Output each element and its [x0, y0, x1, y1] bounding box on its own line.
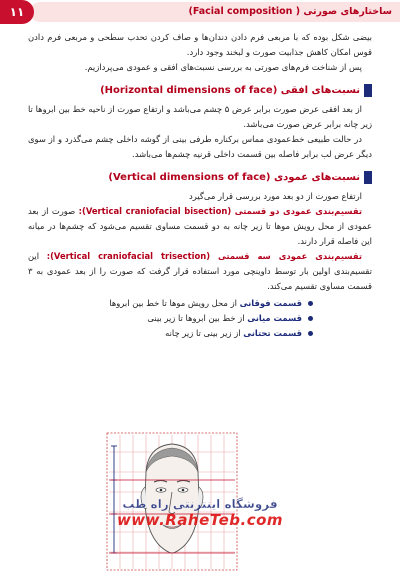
page-header	[0, 0, 400, 24]
store-watermark	[70, 497, 330, 529]
header-bar	[30, 2, 400, 22]
trisection-list	[28, 296, 372, 341]
vertical-paragraph-2	[28, 204, 372, 249]
intro-paragraph-1: بیضی شکل بوده که با مربعی فرم دادن دندان‌ها و صاف کردن تحدب سطحی و مربعی فرم دادن قوس امکان کاهش جذابیت صورت و لبخند وجود دارد.	[28, 32, 372, 57]
bullet-icon	[308, 331, 313, 336]
watermark-persian: فروشگاه اینترنتی راه طب	[122, 497, 278, 511]
bisection-term: تقسیم‌بندی عمودی دو قسمتی (Vertical craniofacial bisection):	[78, 206, 362, 216]
vertical-heading-text: نسبت‌های عمودی (Vertical dimensions of face)	[108, 172, 360, 183]
bisection-text: صورت از بعد عمودی از محل رویش موها تا زیر چانه به دو قسمت مساوی تقسیم می‌شود که چشم‌ها در میانه این فاصله قرار دارند.	[28, 206, 372, 246]
horizontal-paragraph-2: در حالت طبیعی خط‌عمودی مماس برکناره طرفی بینی از گوشه داخلی چشم می‌گذرد و از سوی دیگر عرض لب برابر فاصله بین قسمت داخلی قرنیه چشم‌ها می‌باشد.	[28, 134, 372, 159]
heading-square-icon	[364, 84, 372, 97]
intro-paragraph-2: پس از شناخت فرم‌های صورتی به بررسی نسبت‌های افقی و عمودی می‌پردازیم.	[84, 62, 362, 72]
trisection-text: این تقسیم‌بندی اولین بار توسط داوینچی مورد استفاده قرار گرفت که صورت را از بعد عمودی به ۳ قسمت مساوی تقسیم می‌کند.	[28, 251, 372, 291]
page-body	[28, 30, 372, 341]
list-item: قسمت تحتانی از زیر بینی تا زیر چانه	[28, 326, 302, 341]
list-item: قسمت فوقانی از محل رویش موها تا خط بین ابروها	[28, 296, 302, 311]
list-item: قسمت میانی از خط بین ابروها تا زیر بینی	[28, 311, 302, 326]
watermark-url: www.RaheTeb.com	[116, 511, 284, 529]
bullet-icon	[308, 301, 313, 306]
horizontal-heading-text: نسبت‌های افقی (Horizontal dimensions of face)	[100, 85, 360, 96]
heading-square-icon	[364, 171, 372, 184]
vertical-paragraph-3	[28, 249, 372, 294]
vertical-section-heading	[28, 169, 372, 186]
trisection-term: تقسیم‌بندی عمودی سه قسمتی (Vertical craniofacial trisection):	[46, 251, 362, 261]
chapter-title: ساختارهای صورتی ( Facial composition)	[188, 6, 392, 17]
horizontal-section-heading	[28, 82, 372, 99]
page-number: ۱۱	[0, 0, 34, 24]
horizontal-paragraph-1: از بعد افقی عرض صورت برابر عرض ۵ چشم می‌باشد و ارتفاع صورت از ناحیه خط بین ابروها تا زیر چانه برابر عرض صورت می‌باشد.	[28, 104, 372, 129]
bullet-icon	[308, 316, 313, 321]
vertical-paragraph-1: ارتفاع صورت از دو بعد مورد بررسی قرار می‌گیرد	[189, 191, 362, 201]
